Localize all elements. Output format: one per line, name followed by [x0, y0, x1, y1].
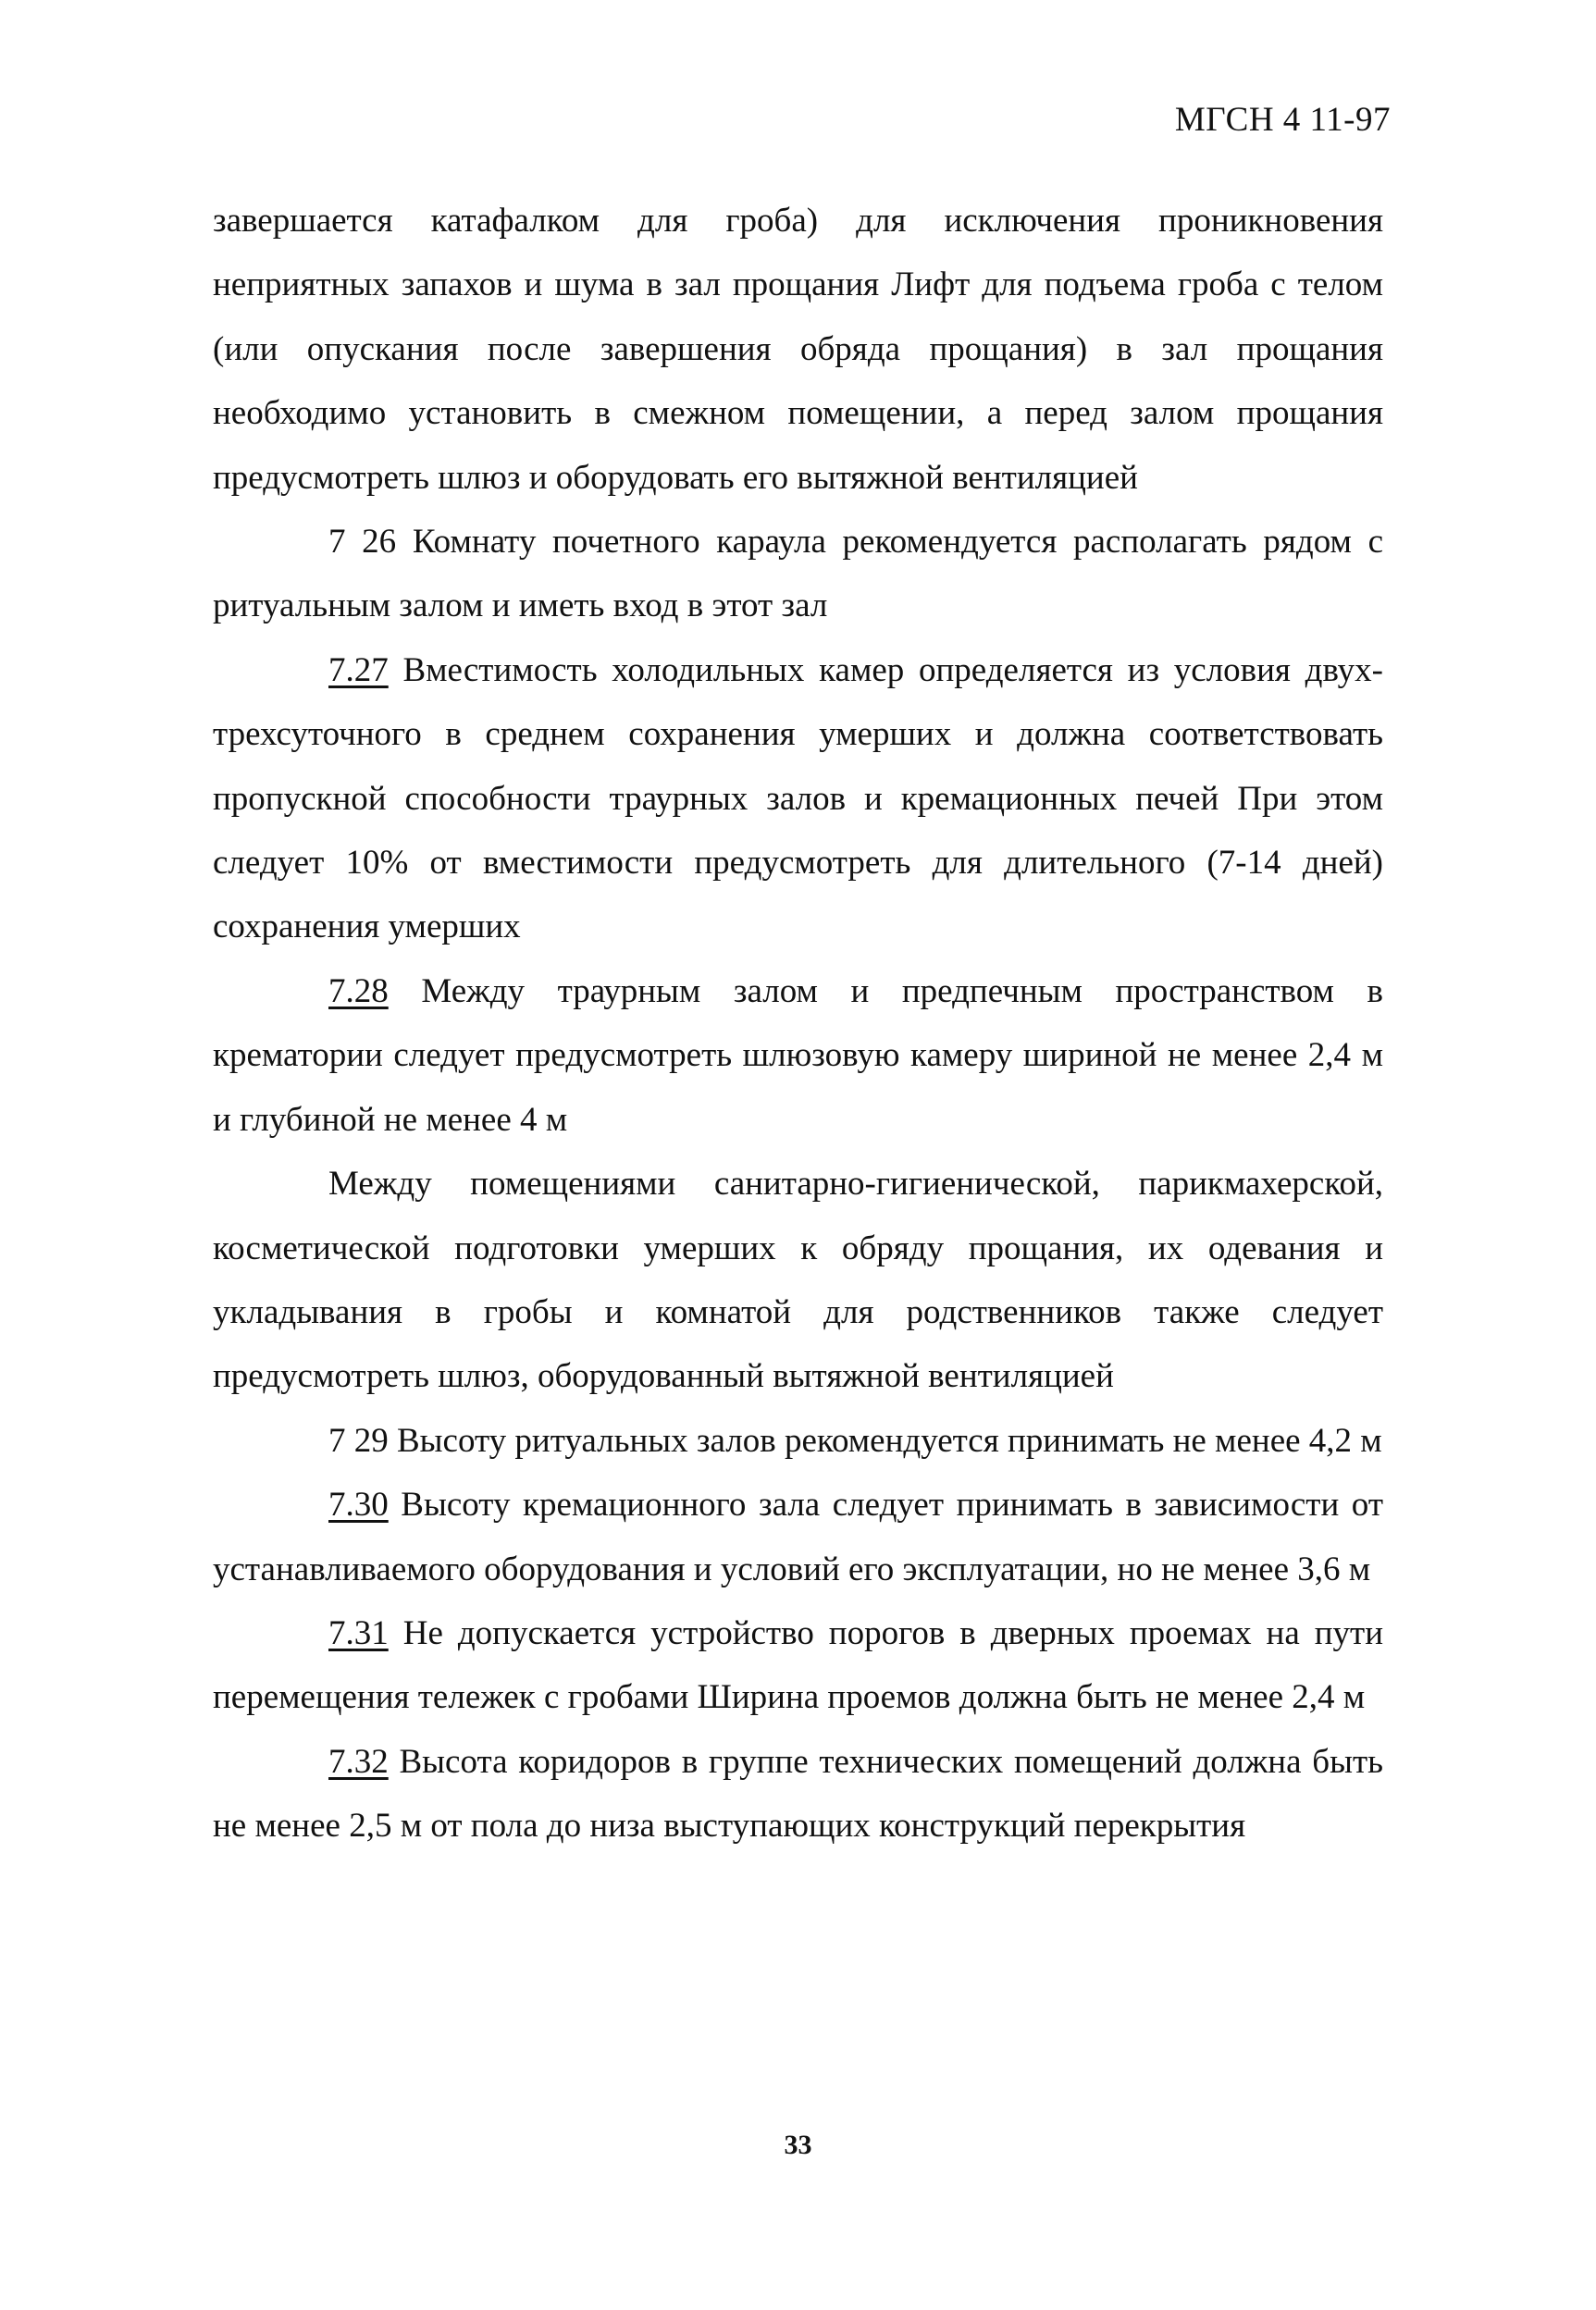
paragraph-7-30 — [213, 1473, 1383, 1601]
paragraph-text: Высоту ритуальных залов рекомендуется принимать не менее 4,2 м — [397, 1421, 1382, 1460]
paragraph-text: Между помещениями санитарно-гигиенической, парикмахерской, косметической подготовки умерших к обряду прощания, их одевания и укладывания в гробы и комнатой для родственников также следует предусмотреть шлюз, оборудованный вытяжной вентиляцией — [213, 1165, 1383, 1396]
clause-number: 7.27 — [328, 650, 389, 689]
paragraph-7-32 — [213, 1730, 1383, 1859]
clause-number: 7.28 — [328, 971, 389, 1010]
paragraph-text: Высота коридоров в группе технических помещений должна быть не менее 2,5 м от пола до низа выступающих конструкций перекрытия — [213, 1742, 1383, 1846]
paragraph-text: Вместимость холодильных камер определяется из условия двух-трехсуточного в среднем сохранения умерших и должна соответствовать пропускной способности траурных залов и кремационных печей При этом следует 10% от вместимости предусмотреть для длительного (7-14 дней) сохранения умерших — [213, 650, 1383, 946]
paragraph-7-27 — [213, 638, 1383, 959]
paragraph-continuation — [213, 189, 1383, 510]
paragraph-7-29 — [213, 1409, 1383, 1473]
clause-number: 7.32 — [328, 1742, 389, 1781]
paragraph-text: Высоту кремационного зала следует принимать в зависимости от устанавливаемого оборудования и условий его эксплуатации, но не менее 3,6 м — [213, 1486, 1383, 1588]
document-code: МГСН 4 11-97 — [1174, 101, 1391, 139]
document-body — [213, 189, 1383, 1859]
clause-number: 7.31 — [328, 1613, 389, 1652]
paragraph-text: Комнату почетного караула рекомендуется располагать рядом с ритуальным залом и иметь вход в этот зал — [213, 523, 1384, 625]
paragraph-7-28-cont — [213, 1152, 1383, 1409]
clause-number: 7 29 — [328, 1421, 389, 1460]
paragraph-text: завершается катафалком для гроба) для исключения проникновения неприятных запахов и шума в зал прощания Лифт для подъема гроба с телом (или опускания после завершения обряда прощания) в зал прощания необходимо установить в смежном помещении, а перед залом прощания предусмотреть шлюз и оборудовать его вытяжной вентиляцией — [213, 202, 1383, 497]
clause-number: 7.30 — [328, 1486, 389, 1525]
paragraph-text: Не допускается устройство порогов в дверных проемах на пути перемещения тележек с гробами Ширина проемов должна быть не менее 2,4 м — [213, 1613, 1384, 1717]
paragraph-text: Между траурным залом и предпечным пространством в крематории следует предусмотреть шлюзовую камеру шириной не менее 2,4 м и глубиной не менее 4 м — [213, 971, 1383, 1139]
page-number: 33 — [784, 2130, 812, 2160]
paragraph-7-26 — [213, 510, 1383, 638]
clause-number: 7 26 — [328, 523, 397, 562]
paragraph-7-31 — [213, 1601, 1383, 1730]
paragraph-7-28 — [213, 959, 1383, 1152]
